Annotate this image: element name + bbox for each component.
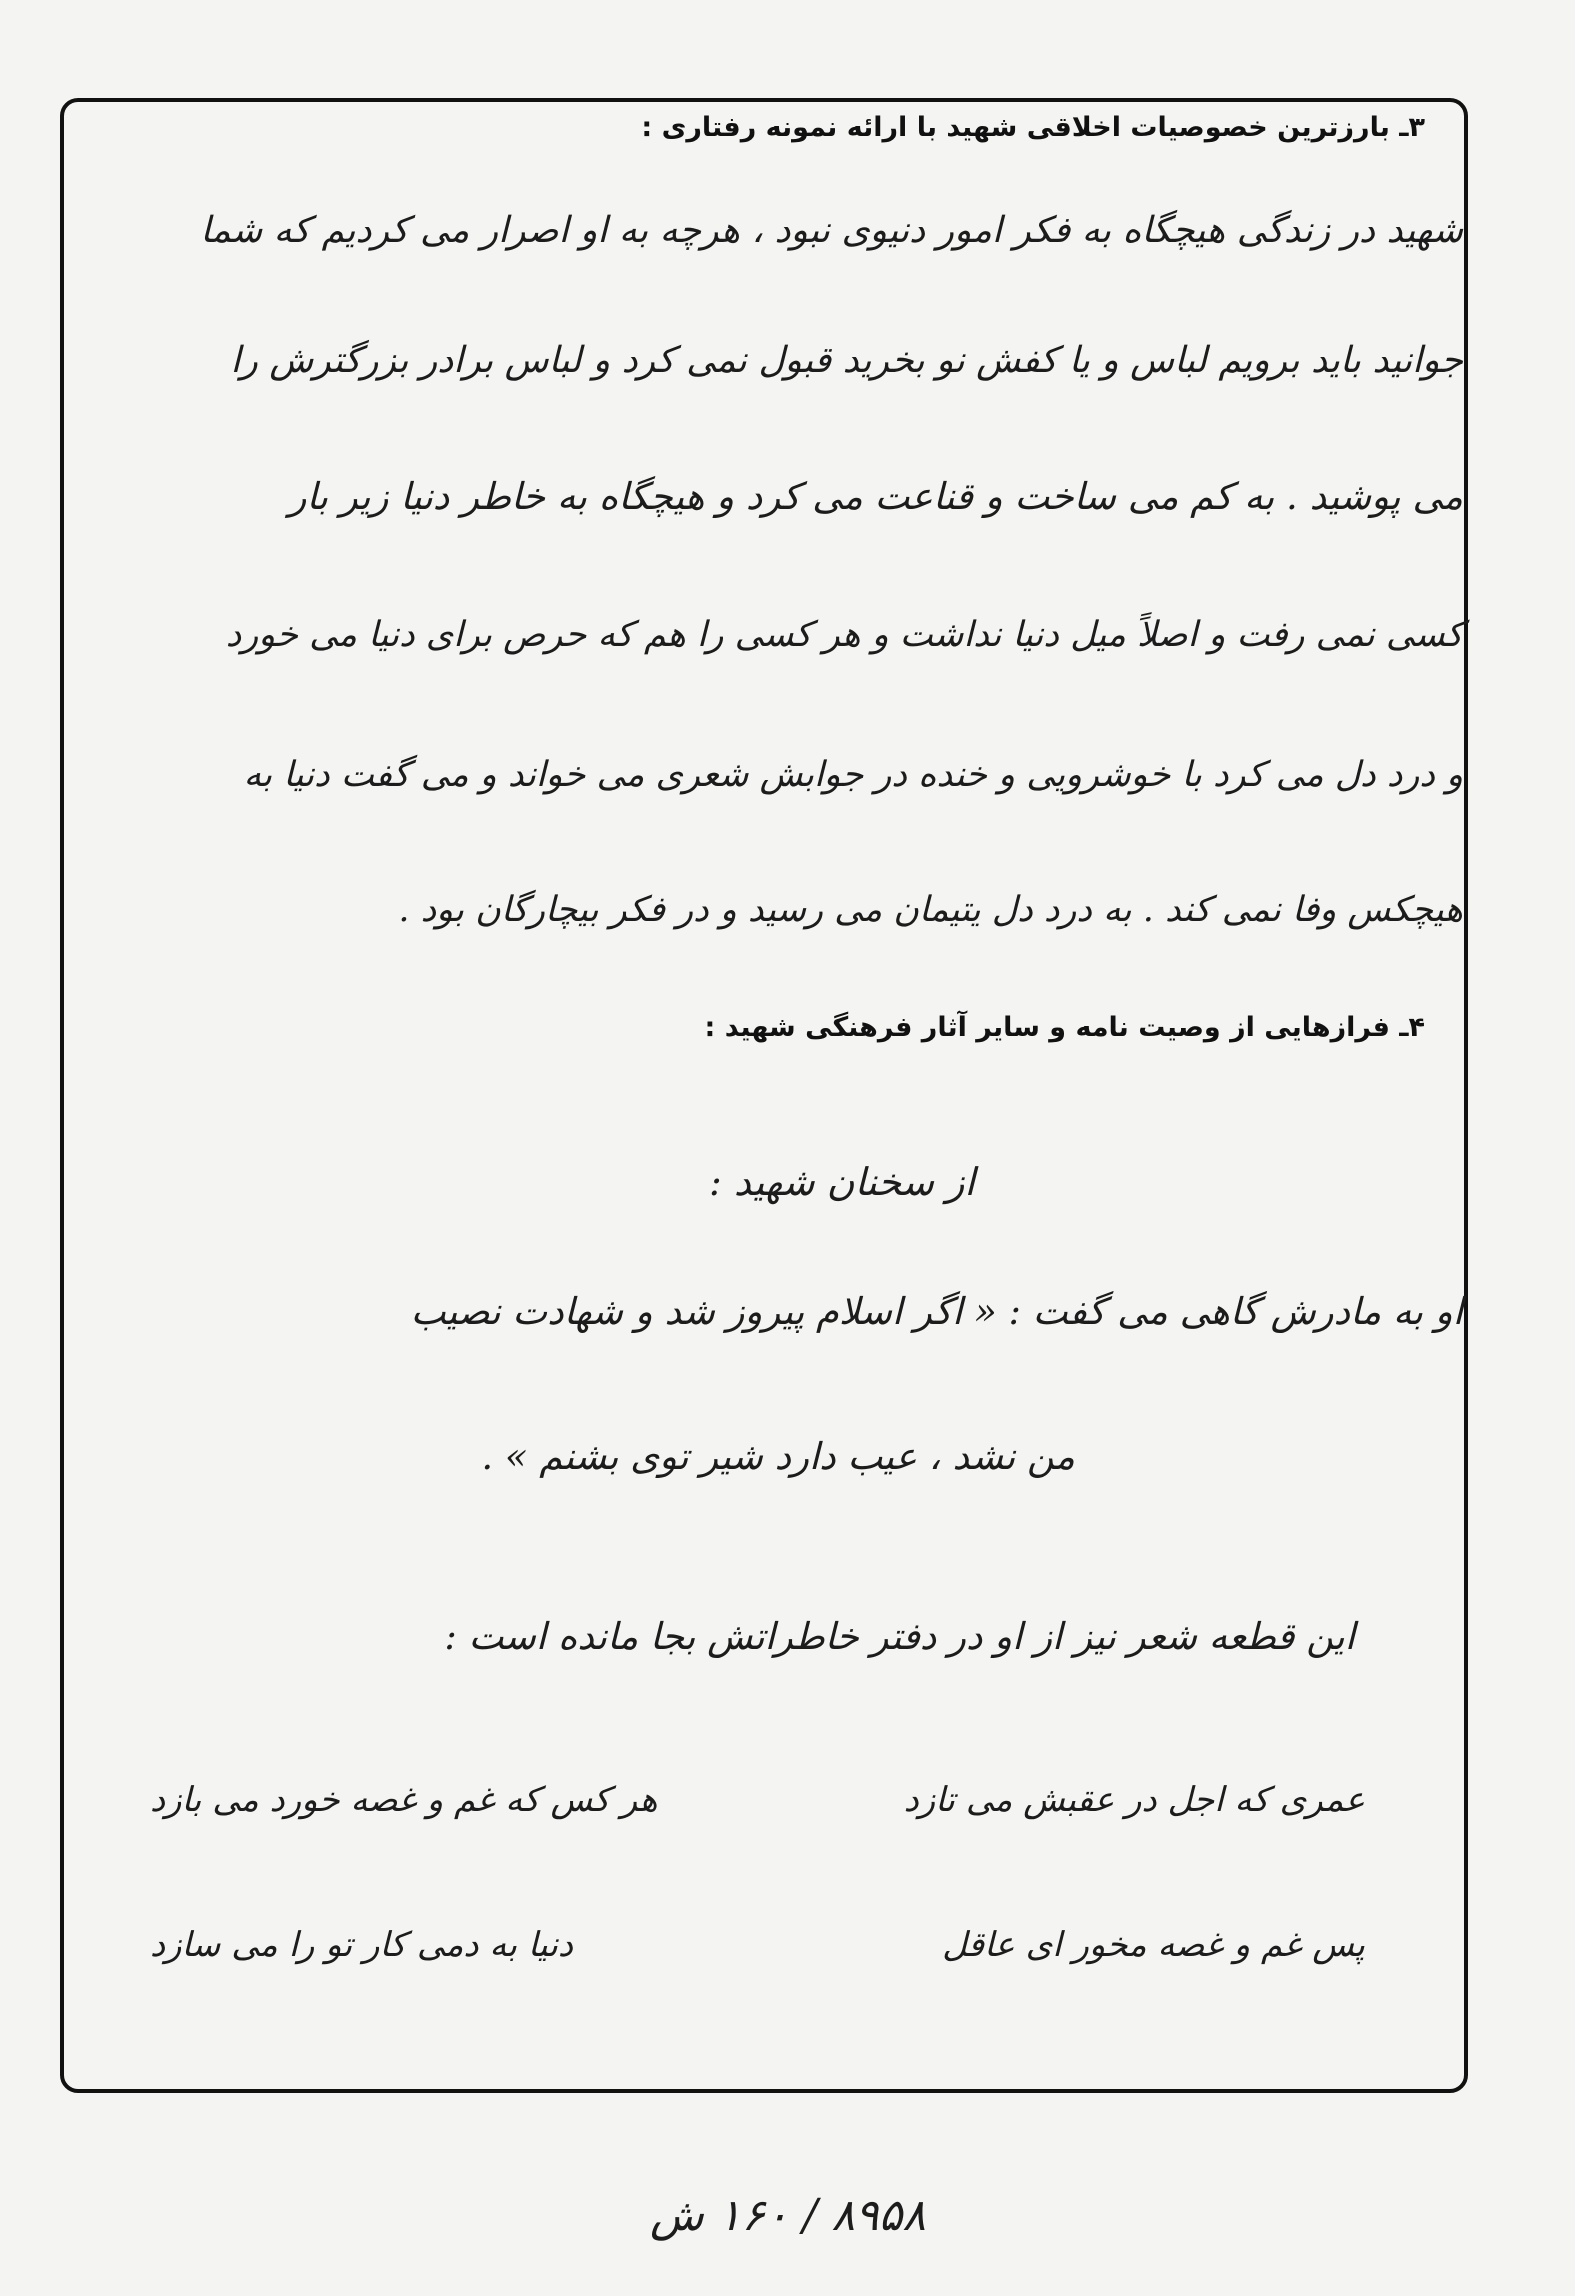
quote-line-1: او به مادرش گاهی می گفت : « اگر اسلام پیروز شد و شهادت نصیب	[410, 1290, 1463, 1333]
document-code: ۸۹۵۸ / ۱۶۰ ش	[650, 2190, 926, 2241]
section3-line-4: کسی نمی رفت و اصلاً میل دنیا نداشت و هر کسی را هم که حرص برای دنیا می خورد	[225, 615, 1463, 655]
section4-subtitle: از سخنان شهید :	[708, 1160, 975, 1204]
section3-line-2: جوانید باید برویم لباس و یا کفش نو بخرید قبول نمی کرد و لباس برادر بزرگترش را	[230, 340, 1463, 381]
poem-intro: این قطعه شعر نیز از او در دفتر خاطراتش بجا مانده است :	[444, 1615, 1355, 1658]
poem-line-2-left: دنیا به دمی کار تو را می سازد	[150, 1925, 574, 1965]
section3-line-3: می پوشید . به کم می ساخت و قناعت می کرد و هیچگاه به خاطر دنیا زیر بار	[288, 475, 1463, 518]
section3-heading: ۳ـ بارزترین خصوصیات اخلاقی شهید با ارائه نمونه رفتاری :	[641, 112, 1425, 143]
quote-line-2: من نشد ، عیب دارد شیر توی بشنم » .	[481, 1435, 1075, 1478]
poem-line-1-right: عمری که اجل در عقبش می تازد	[903, 1780, 1365, 1820]
section3-line-1: شهید در زندگی هیچگاه به فکر امور دنیوی نبود ، هرچه به او اصرار می کردیم که شما	[200, 210, 1463, 251]
section4-heading: ۴ـ فرازهایی از وصیت نامه و سایر آثار فرهنگی شهید :	[704, 1012, 1425, 1043]
section3-line-6: هیچکس وفا نمی کند . به درد دل یتیمان می رسید و در فکر بیچارگان بود .	[398, 890, 1463, 930]
section3-line-5: و درد دل می کرد با خوشرویی و خنده در جوابش شعری می خواند و می گفت دنیا به	[243, 755, 1463, 795]
poem-line-1-left: هر کس که غم و غصه خورد می بازد	[150, 1780, 658, 1820]
poem-line-2-right: پس غم و غصه مخور ای عاقل	[942, 1925, 1365, 1965]
